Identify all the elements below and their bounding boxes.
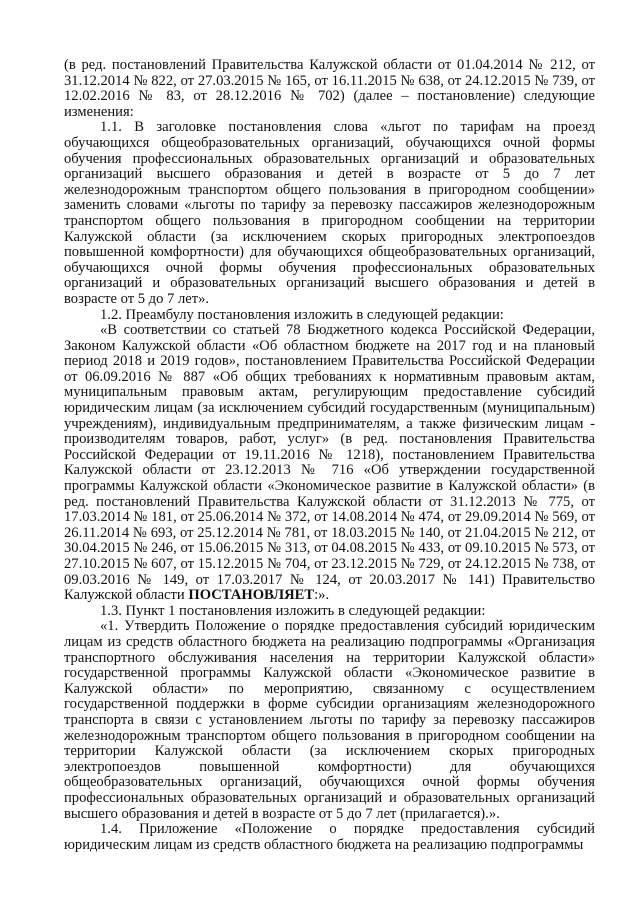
preamble-text: «В соответствии со статьей 78 Бюджетного кодекса Российской Федерации, Законом Калужской области «Об областном бюджете на 2017 год и на плановый период 2018 и 2019 годов», постановлением Правительства Российской Федерации от 06.09.2016 № 887 «Об общих требованиях к нормативным правовым актам, муниципальным правовым актам, регулирующим предоставление субсидий юридическим лицам (за исключением субсидий государственным (муниципальным) учреждениям), индивидуальным предпринимателям, а также физическим лицам - производителям товаров, работ, услуг» (в ред. постановления Правительства Российской Федерации от 19.11.2016 № 1218), постановлением Правительства Калужской области от 23.12.2013 № 716 «Об утверждении государственной программы Калужской области «Экономическое развитие в Калужской области» (в ред. постановлений Правительства Калужской области от 31.12.2013 № 775, от 17.03.2014 № 181, от 25.06.2014 № 372, от 14.08.2014 № 474, от 29.09.2014 № 569, от 26.11.2014 № 693, от 25.12.2014 № 781, от 18.03.2015 № 140, от 21.04.2015 № 212, от 30.04.2015 № 246, от 15.06.2015 № 313, от 04.08.2015 № 433, от 09.10.2015 № 573, от 27.10.2015 № 607, от 15.12.2015 № 704, от 23.12.2015 № 729, от 24.12.2015 № 738, от 09.03.2016 № 149, от 17.03.2017 № 124, от 20.03.2017 № 141) Правительство Калужской области — [64, 322, 595, 604]
preamble-end: :». — [314, 587, 330, 604]
amendment-intro: (в ред. постановлений Правительства Калужской области от 01.04.2014 № 212, от 31.12.2014 № 822, от 27.03.2015 № 165, от 16.11.2015 № 638, от 24.12.2015 № 739, от 12.02.2016 № 83, от 28.12.2016 № 702) (далее – постановление) следующие изменения: — [64, 57, 595, 120]
item-1-3: 1.3. Пункт 1 постановления изложить в следующей редакции: — [100, 602, 486, 619]
item-1-4: 1.4. Приложение «Положение о порядке предоставления субсидий юридическим лицам из средств областного бюджета на реализацию подпрограммы — [64, 821, 595, 853]
document-page — [64, 58, 595, 853]
point-1-text: «1. Утвердить Положение о порядке предоставления субсидий юридическим лицам из средств областного бюджета на реализацию подпрограммы «Организация транспортного обслуживания населения на территории Калужской области» государственной программы Калужской области «Экономическое развитие в Калужской области» по мероприятию, связанному с осуществлением государственной поддержки в форме субсидии организациям железнодорожного транспорта в связи с установлением льготы по тарифу за перевозку пассажиров железнодорожным транспортом общего пользования в пригородном сообщении на территории Калужской области (за исключением скорых пригородных электропоездов повышенной комфортности) для обучающихся общеобразовательных организаций, обучающихся очной формы обучения профессиональных образовательных организаций и образовательных организаций высшего образования и детей в возрасте от 5 до 7 лет (прилагается).». — [64, 618, 595, 822]
preamble-paragraph — [64, 323, 595, 604]
item-1-2: 1.2. Преамбулу постановления изложить в следующей редакции: — [100, 306, 504, 323]
preamble-keyword: ПОСТАНОВЛЯЕТ — [188, 587, 315, 604]
item-1-1: 1.1. В заголовке постановления слова «льгот по тарифам на проезд обучающихся общеобразовательных организаций, обучающихся очной формы обучения профессиональных образовательных организаций и образовательных организаций высшего образования и детей в возрасте от 5 до 7 лет железнодорожным транспортом общего пользования в пригородном сообщении» заменить словами «льготы по тарифу за перевозку пассажиров железнодорожным транспортом общего пользования в пригородном сообщении на территории Калужской области (за исключением скорых пригородных электропоездов повышенной комфортности) для обучающихся общеобразовательных организаций, обучающихся очной формы обучения профессиональных образовательных организаций и образовательных организаций высшего образования и детей в возрасте от 5 до 7 лет». — [64, 119, 595, 307]
